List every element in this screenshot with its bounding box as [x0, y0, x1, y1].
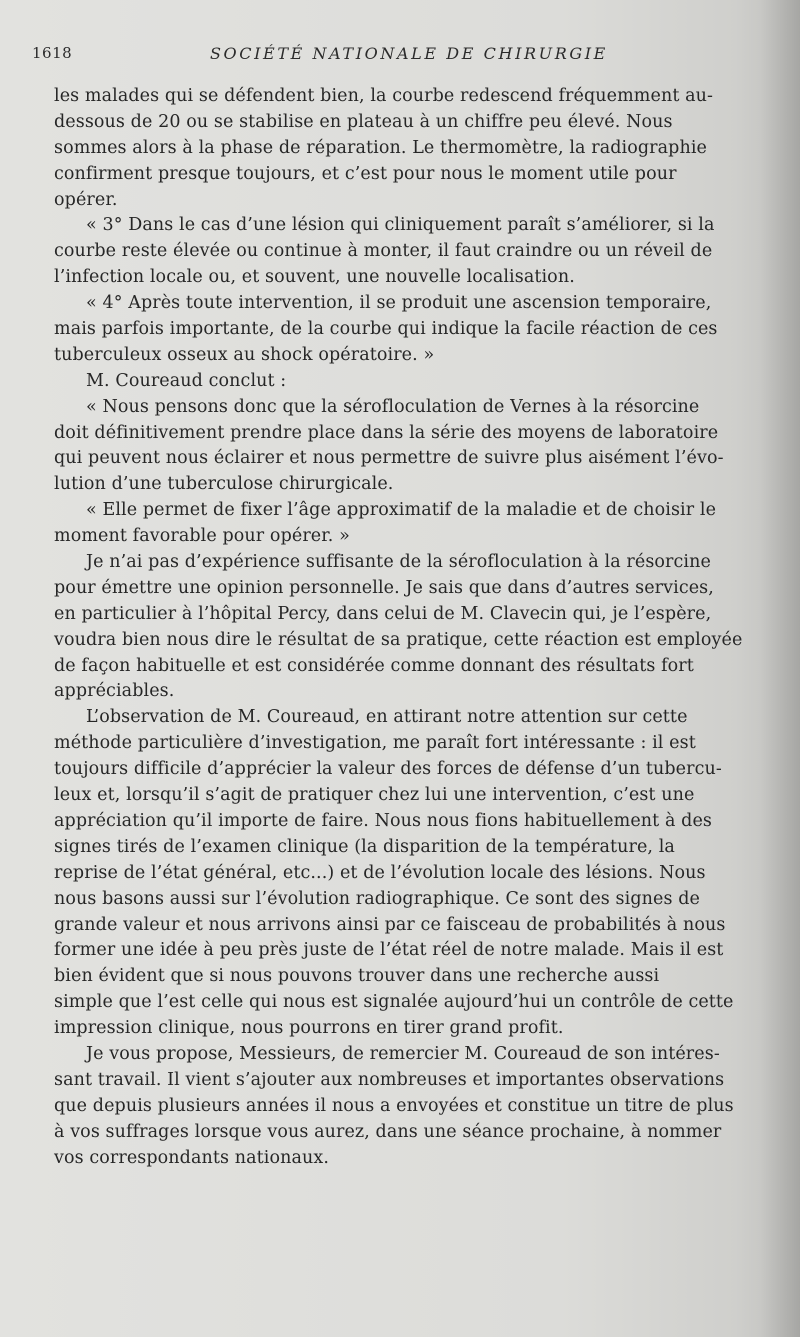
- text-line: que depuis plusieurs années il nous a envoyées et constitue un titre de plus: [54, 1095, 734, 1116]
- text-line: dessous de 20 ou se stabilise en plateau à un chiffre peu élevé. Nous: [54, 111, 673, 132]
- text-line: reprise de l’état général, etc...) et de l’évolution locale des lésions. Nous: [54, 862, 706, 883]
- text-line: appréciables.: [54, 681, 175, 702]
- text-line: tuberculeux osseux au shock opératoire. »: [54, 344, 435, 365]
- running-head: [32, 44, 732, 68]
- page-edge-shadow: [760, 0, 800, 1337]
- text-line: signes tirés de l’examen clinique (la disparition de la température, la: [54, 836, 675, 857]
- text-line: opérer.: [54, 189, 118, 210]
- text-line: leux et, lorsqu’il s’agit de pratiquer chez lui une intervention, c’est une: [54, 785, 695, 806]
- text-line: Je n’ai pas d’expérience suffisante de la sérofloculation à la résorcine: [86, 552, 711, 573]
- body-text: [54, 84, 758, 1171]
- text-line: simple que l’est celle qui nous est signalée aujourd’hui un contrôle de cette: [54, 992, 734, 1013]
- text-line: sommes alors à la phase de réparation. Le thermomètre, la radiographie: [54, 137, 707, 158]
- text-line: nous basons aussi sur l’évolution radiographique. Ce sont des signes de: [54, 888, 700, 909]
- text-line: former une idée à peu près juste de l’état réel de notre malade. Mais il est: [54, 940, 724, 961]
- text-line: vos correspondants nationaux.: [54, 1147, 330, 1168]
- text-line: toujours difficile d’apprécier la valeur des forces de défense d’un tubercu-: [54, 759, 722, 780]
- text-line: moment favorable pour opérer. »: [54, 526, 350, 547]
- text-line: courbe reste élevée ou continue à monter, il faut craindre ou un réveil de: [54, 241, 713, 262]
- text-line: mais parfois importante, de la courbe qui indique la facile réaction de ces: [54, 319, 718, 340]
- text-line: pour émettre une opinion personnelle. Je sais que dans d’autres services,: [54, 577, 714, 598]
- text-line: bien évident que si nous pouvons trouver dans une recherche aussi: [54, 966, 660, 987]
- text-line: à vos suffrages lorsque vous aurez, dans une séance prochaine, à nommer: [54, 1121, 722, 1142]
- text-line: qui peuvent nous éclairer et nous permettre de suivre plus aisément l’évo-: [54, 448, 724, 469]
- text-line: les malades qui se défendent bien, la courbe redescend fréquemment au-: [54, 86, 714, 106]
- text-line: M. Coureaud conclut :: [86, 370, 287, 391]
- text-line: de façon habituelle et est considérée comme donnant des résultats fort: [54, 655, 694, 676]
- text-line: « Nous pensons donc que la sérofloculation de Vernes à la résorcine: [86, 396, 700, 417]
- text-line: Je vous propose, Messieurs, de remercier M. Coureaud de son intéres-: [86, 1043, 720, 1064]
- text-line: appréciation qu’il importe de faire. Nous nous fions habituellement à des: [54, 810, 712, 831]
- text-line: confirment presque toujours, et c’est pour nous le moment utile pour: [54, 163, 677, 184]
- text-line: « Elle permet de fixer l’âge approximatif de la maladie et de choisir le: [86, 500, 717, 521]
- text-line: grande valeur et nous arrivons ainsi par ce faisceau de probabilités à nous: [54, 914, 726, 935]
- text-line: méthode particulière d’investigation, me paraît fort intéressante : il est: [54, 733, 696, 754]
- page-number: 1618: [32, 44, 73, 62]
- text-line: « 3° Dans le cas d’une lésion qui cliniquement paraît s’améliorer, si la: [86, 215, 715, 236]
- text-line: L’observation de M. Coureaud, en attirant notre attention sur cette: [86, 707, 688, 728]
- text-line: doit définitivement prendre place dans la série des moyens de laboratoire: [54, 422, 719, 443]
- text-line: l’infection locale ou, et souvent, une nouvelle localisation.: [54, 267, 575, 288]
- text-line: « 4° Après toute intervention, il se produit une ascension temporaire,: [86, 293, 712, 314]
- text-line: lution d’une tuberculose chirurgicale.: [54, 474, 394, 495]
- text-line: sant travail. Il vient s’ajouter aux nombreuses et importantes observations: [54, 1069, 725, 1090]
- text-line: en particulier à l’hôpital Percy, dans celui de M. Clavecin qui, je l’espère,: [54, 603, 712, 624]
- text-line: impression clinique, nous pourrons en tirer grand profit.: [54, 1018, 564, 1039]
- text-line: voudra bien nous dire le résultat de sa pratique, cette réaction est employée: [54, 629, 743, 650]
- journal-title: SOCIÉTÉ NATIONALE DE CHIRURGIE: [210, 44, 608, 63]
